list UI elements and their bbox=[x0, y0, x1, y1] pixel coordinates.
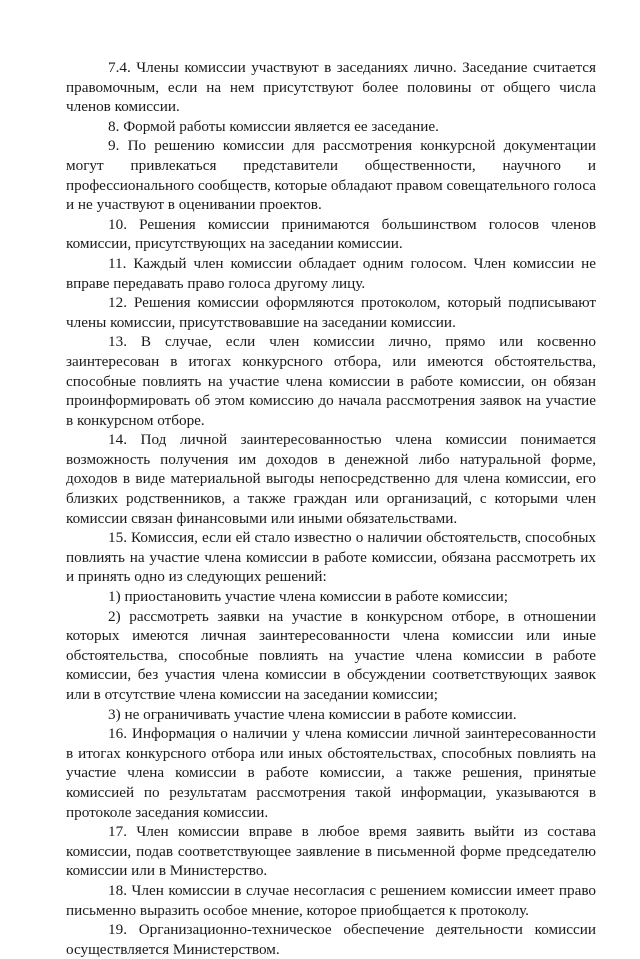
list-item-1: 1) приостановить участие члена комиссии в работе комиссии; bbox=[108, 588, 508, 606]
paragraph-12: 12. Решения комиссии оформляются протоколом, который подписывают члены комиссии, присутствовавшие на заседании комиссии. bbox=[66, 294, 596, 331]
paragraph-16: 16. Информация о наличии у члена комиссии личной заинтересованности в итогах конкурсного отбора или иных обстоятельствах, способных повлиять на участие члена комиссии в работе комиссии, а также решения, принятые комиссией по результатам рассмотрения такой информации, указываются в протоколе заседания комиссии. bbox=[66, 725, 596, 821]
paragraph-9: 9. По решению комиссии для рассмотрения конкурсной документации могут привлекаться представители общественности, научного и профессионального сообществ, которые обладают правом совещательного голоса и не участвуют в оценивании проектов. bbox=[66, 137, 596, 214]
paragraph-7-4: 7.4. Члены комиссии участвуют в заседаниях лично. Заседание считается правомочным, если на нем присутствуют более половины от общего числа членов комиссии. bbox=[66, 59, 596, 116]
paragraph-8: 8. Формой работы комиссии является ее заседание. bbox=[108, 117, 439, 135]
paragraph-15: 15. Комиссия, если ей стало известно о наличии обстоятельств, способных повлиять на участие члена комиссии в работе комиссии, обязана рассмотреть их и принять одно из следующих решений: bbox=[66, 529, 596, 586]
paragraph-11: 11. Каждый член комиссии обладает одним голосом. Член комиссии не вправе передавать право голоса другому лицу. bbox=[66, 254, 596, 292]
paragraph-17: 17. Член комиссии вправе в любое время заявить выйти из состава комиссии, подав соответствующее заявление в письменной форме председателю комиссии или в Министерство. bbox=[66, 823, 596, 880]
paragraph-19: 19. Организационно-техническое обеспечение деятельности комиссии осуществляется Министерством. bbox=[66, 921, 596, 958]
paragraph-13: 13. В случае, если член комиссии лично, прямо или косвенно заинтересован в итогах конкурсного отбора, или имеются обстоятельства, способные повлиять на участие члена комиссии в работе комиссии, он обязан проинформировать об этом комиссию до начала рассмотрения заявок на участие в конкурсном отборе. bbox=[66, 333, 596, 429]
paragraph-14: 14. Под личной заинтересованностью члена комиссии понимается возможность получения им доходов в денежной либо натуральной форме, доходов в виде материальной выгоды непосредственно для члена комиссии, его близких родственников, а также граждан или организаций, с которыми член комиссии связан финансовыми или иными обязательствами. bbox=[66, 431, 596, 527]
paragraph-10: 10. Решения комиссии принимаются большинством голосов членов комиссии, присутствующих на заседании комиссии. bbox=[66, 215, 596, 253]
paragraph-18: 18. Член комиссии в случае несогласия с решением комиссии имеет право письменно выразить особое мнение, которое приобщается к протоколу. bbox=[66, 881, 596, 919]
list-item-2: 2) рассмотреть заявки на участие в конкурсном отборе, в отношении которых имеются личная заинтересованности члена комиссии или иные обстоятельства, способные повлиять на участие члена комиссии в работе комиссии, без участия члена комиссии в обсуждении соответствующих заявок или в отсутствие члена комиссии на заседании комиссии; bbox=[66, 607, 596, 703]
document-body bbox=[66, 58, 596, 959]
list-item-3: 3) не ограничивать участие члена комиссии в работе комиссии. bbox=[108, 705, 517, 723]
